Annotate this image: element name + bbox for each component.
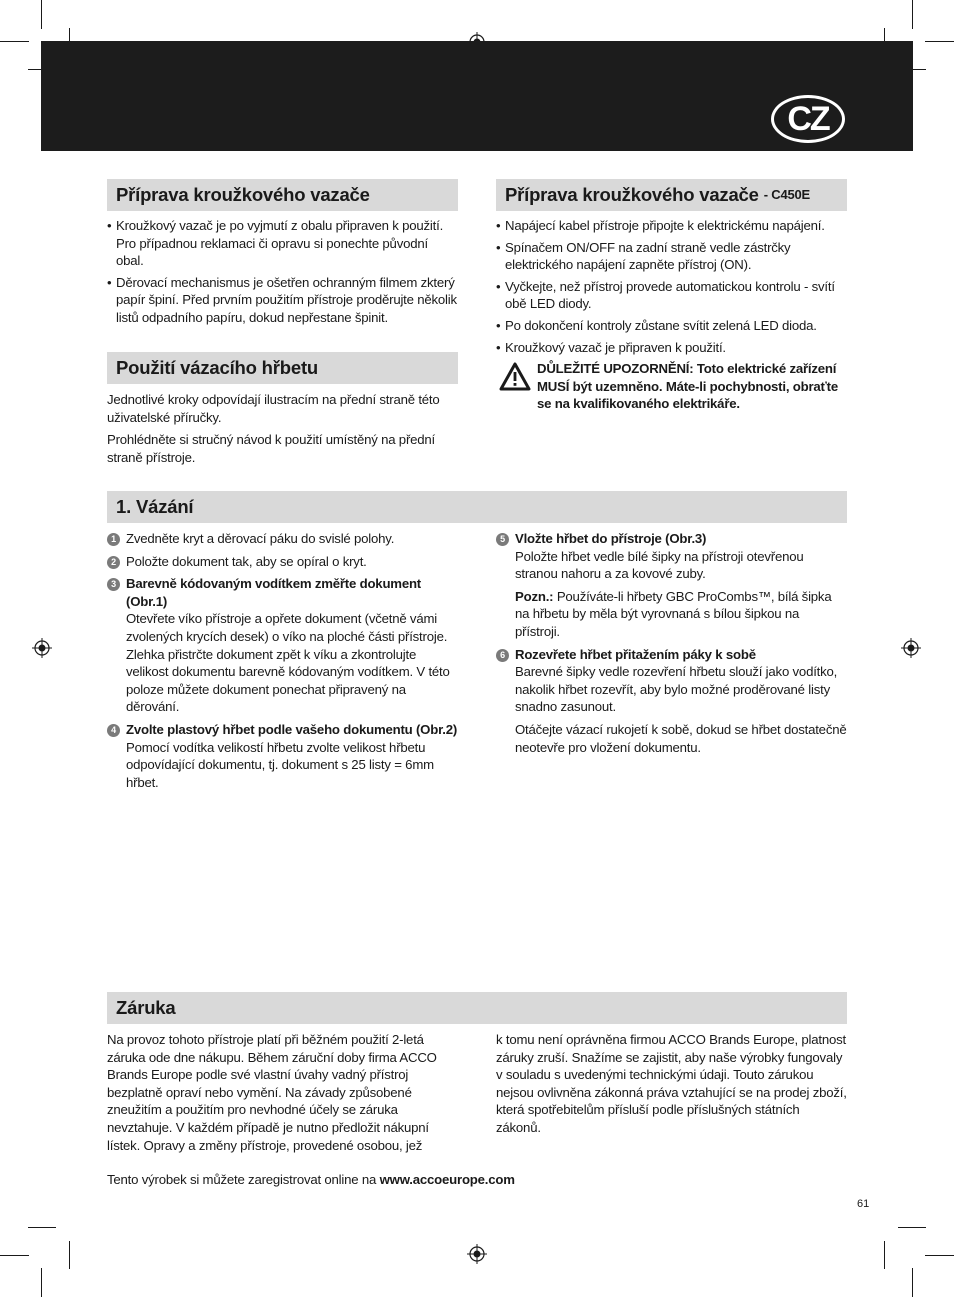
registration-mark-icon xyxy=(32,638,52,658)
step-number: 6 xyxy=(496,649,509,662)
crop-mark xyxy=(912,0,913,29)
registration-line xyxy=(107,1171,707,1189)
page-number: 61 xyxy=(857,1198,870,1210)
section-heading: Použití vázacího hřbetu xyxy=(107,352,458,384)
crop-mark xyxy=(912,1268,913,1297)
step-item xyxy=(496,530,847,641)
crop-mark xyxy=(898,1227,926,1228)
warranty-text-right xyxy=(496,1031,847,1137)
list-item: • Spínačem ON/OFF na zadní straně vedle zástrčky elektrického napájení zapněte přístroj (ON). xyxy=(496,239,847,274)
warning-note xyxy=(496,360,847,413)
step-text: Barevné šipky vedle rozevření hřbetu slouží jako vodítko, nakolik hřbet rozevřít, aby bylo možné proděrované listy snadno zasunout. xyxy=(515,664,838,715)
crop-mark xyxy=(884,1241,885,1269)
step-text: Otáčejte vázací rukojetí k sobě, dokud se hřbet dostatečně neotevře pro vložení dokumentu. xyxy=(515,721,847,755)
crop-mark xyxy=(0,1255,29,1256)
step-text: Položte hřbet vedle bílé šipky na přístroji otevřenou stranou nahoru a za kovové zuby. xyxy=(515,548,804,582)
step-title: Zvolte plastový hřbet podle vašeho dokumentu (Obr.2) xyxy=(126,721,458,737)
heading-model-suffix: - C450E xyxy=(763,187,811,203)
bullet-list xyxy=(496,217,847,356)
section-preparation xyxy=(107,179,458,331)
binding-steps-right xyxy=(496,530,847,761)
list-item: • Napájecí kabel přístroje připojte k elektrickému napájení. xyxy=(496,217,847,235)
step-text: Zvedněte kryt a děrovací páku do svislé polohy. xyxy=(126,531,395,546)
crop-mark xyxy=(925,41,954,42)
register-text: Tento výrobek si můžete zaregistrovat online na xyxy=(107,1172,380,1187)
register-url[interactable]: www.accoeurope.com xyxy=(379,1172,515,1187)
crop-mark xyxy=(41,0,42,29)
crop-mark xyxy=(925,1255,954,1256)
section-heading: Záruka xyxy=(107,992,847,1024)
section-binding xyxy=(107,491,847,523)
paragraph: Prohlédněte si stručný návod k použití umístěný na přední straně přístroje. xyxy=(107,432,436,465)
crop-mark xyxy=(41,1268,42,1297)
binding-steps-left xyxy=(107,530,458,796)
registration-mark-icon xyxy=(901,638,921,658)
warning-text: DŮLEŽITÉ UPOZORNĚNÍ: Toto elektrické zařízení MUSÍ být uzemněno. Máte-li pochybnosti, obraťte se na kvalifikovaného elektrikáře. xyxy=(537,361,838,412)
step-title: Barevně kódovaným vodítkem změřte dokument (Obr.1) xyxy=(126,576,422,609)
warning-triangle-icon xyxy=(499,362,531,391)
paragraph: Jednotlivé kroky odpovídají ilustracím na přední straně této uživatelské příručky. xyxy=(107,392,440,425)
crop-mark xyxy=(28,1227,56,1228)
warranty-text-left xyxy=(107,1031,458,1154)
list-item: • Kroužkový vazač je po vyjmutí z obalu připraven k použití. Pro případnou reklamaci či opravu si ponechte původní obal. xyxy=(107,217,458,270)
registration-mark-icon xyxy=(467,1244,487,1264)
section-preparation-c450e xyxy=(496,179,847,413)
note-label: Pozn.: xyxy=(515,588,554,604)
step-text: Otevřete víko přístroje a opřete dokument (včetně vámi zvolených krycích desek) o víko na ploché části přístroje. Zlehka přistrčte dokument zpět k víku a zkontrolujte velikost dokumentu barevně kódovaným vodítkem. V této poloze můžete dokument ponechat připravený na děrování. xyxy=(126,611,450,715)
step-title: Vložte hřbet do přístroje (Obr.3) xyxy=(515,531,707,546)
note-text: Používáte-li hřbety GBC ProCombs™, bílá šipka na hřbetu by měla být vyrovnaná s bílou šipkou na přístroji. xyxy=(515,588,832,639)
step-number: 4 xyxy=(107,724,120,737)
list-item: • Po dokončení kontroly zůstane svítit zelená LED dioda. xyxy=(496,317,847,335)
list-item: • Kroužkový vazač je připraven k použití. xyxy=(496,339,847,357)
step-item xyxy=(496,646,847,757)
language-badge: CZ xyxy=(771,95,845,143)
list-item: • Vyčkejte, než přístroj provede automatickou kontrolu - svítí obě LED diody. xyxy=(496,278,847,313)
step-item xyxy=(107,575,458,716)
paragraph: Na provoz tohoto přístroje platí při běžném použití 2-letá záruka ode dne nákupu. Během záruční doby firma ACCO Brands Europe podle své vlastní úvahy vadný přístroj bezplatně opraví nebo vymění. Na závady způsobené zneužitím a použitím pro nevhodné účely se záruka nevztahuje. V každém případě je nutno předložit nákupní lístek. Opravy a změny přístroje, provedené osobou, jež xyxy=(107,1032,437,1153)
section-warranty xyxy=(107,992,847,1024)
crop-mark xyxy=(69,1241,70,1269)
step-number: 1 xyxy=(107,533,120,546)
step-number: 5 xyxy=(496,533,509,546)
step-text: Pomocí vodítka velikostí hřbetu zvolte velikost hřbetu odpovídající dokumentu, tj. dokument s 25 listy = 6mm hřbet. xyxy=(126,739,434,790)
step-item xyxy=(107,530,458,548)
paragraph: k tomu není oprávněna firmou ACCO Brands Europe, platnost záruky zruší. Snažíme se zajistit, aby naše výrobky fungovaly v souladu s uvedenými technickými údaji. Touto zárukou nejsou ovlivněna zákonná práva vztahující se na prodej zboží, která spotřebitelům přísluší podle příslušných státních zákonů. xyxy=(496,1032,847,1135)
step-number: 2 xyxy=(107,556,120,569)
section-heading: 1. Vázání xyxy=(107,491,847,523)
list-item: • Děrovací mechanismus je ošetřen ochranným filmem zkterý papír špiní. Před prvním použitím přístroje proděrujte několik listů odpadního papíru, dokud nepřestane špinit. xyxy=(107,274,458,327)
crop-mark xyxy=(0,41,29,42)
section-heading: Příprava kroužkového vazače xyxy=(107,179,458,211)
section-usage xyxy=(107,352,458,471)
bullet-list xyxy=(107,217,458,327)
step-item xyxy=(107,721,458,791)
step-number: 3 xyxy=(107,578,120,591)
step-text: Položte dokument tak, aby se opíral o kryt. xyxy=(126,553,367,569)
step-title: Rozevřete hřbet přitažením páky k sobě xyxy=(515,646,756,662)
section-heading xyxy=(496,179,847,211)
heading-title: Příprava kroužkového vazače xyxy=(505,184,759,206)
step-item xyxy=(107,553,458,571)
step-note xyxy=(515,588,847,641)
